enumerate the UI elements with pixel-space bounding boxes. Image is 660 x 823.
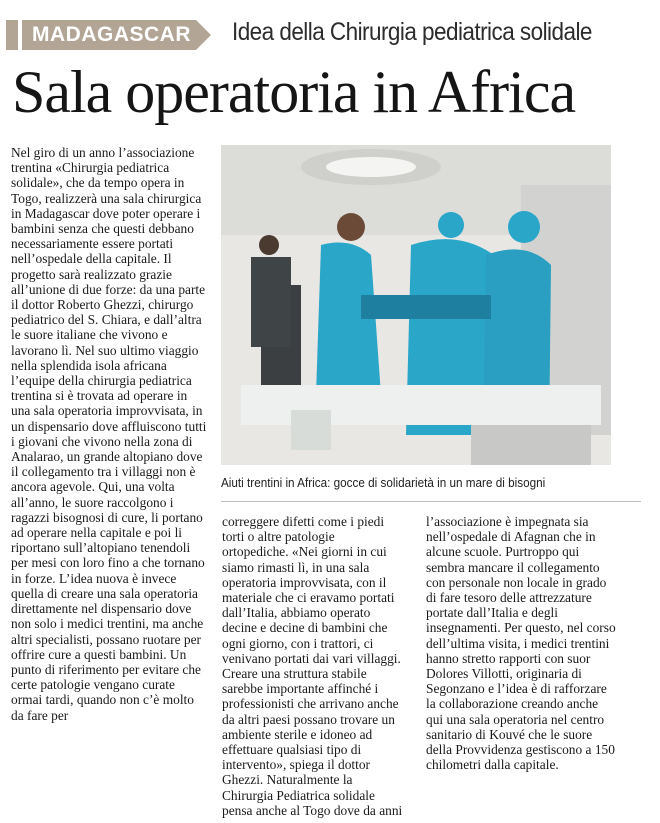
article-photo <box>221 145 611 465</box>
section-tag <box>6 20 211 50</box>
headline: Sala operatoria in Africa <box>12 59 576 125</box>
section-tag-label: MADAGASCAR <box>32 23 191 46</box>
kicker: Idea della Chirurgia pediatrica solidale <box>232 18 592 46</box>
photo-caption: Aiuti trentini in Africa: gocce di solidarietà in un mare di bisogni <box>221 476 546 490</box>
article-column-3: l’associazione è impegnata sia nell’ospedale di Afagnan che in alcune scuole. Purtroppo qui sembra mancare il collegamento con personale non locale in grado di fare tesoro delle attrezzature portate dall’Italia e degli insegnamenti. Per questo, nel corso dell’ultima visita, i medici trentini hanno stretto rapporti con suor Dolores Villotti, originaria di Segonzano e l’idea è di rafforzare la collaborazione creando anche qui una sala operatoria nel centro sanitario di Kouvé che le suore della Provvidenza gestiscono a 150 chilometri dalla capitale. <box>426 514 616 773</box>
article-column-2: correggere difetti come i piedi torti o altre patologie ortopediche. «Nei giorni in cui siamo rimasti lì, in una sala operatoria improvvisata, con il materiale che ci eravamo portati dall’Italia, abbiamo operato decine e decine di bambini che ogni giorno, con i trattori, ci venivano portati dai vari villaggi. Creare una struttura stabile sarebbe importante affinché i professionisti che arrivano anche da altri paesi possano trovare un ambiente sterile e idoneo ad effettuare qualsiasi tipo di intervento», spiega il dottor Ghezzi. Naturalmente la Chirurgia Pediatrica solidale pensa anche al Togo dove da anni <box>222 514 403 818</box>
article-column-1: Nel giro di un anno l’associazione trentina «Chirurgia pediatrica solidale», che da tempo opera in Togo, realizzerà una sala chirurgica in Madagascar dove poter operare i bambini senza che questi debbano necessariamente essere portati nell’ospedale della capitale. Il progetto sarà realizzato grazie all’unione di due forze: da una parte il dottor Roberto Ghezzi, chirurgo pediatrico del S. Chiara, e dall’altra le suore italiane che vivono e lavorano lì. Nel suo ultimo viaggio nella splendida isola africana l’equipe della chirurgia pediatrica trentina si è trovata ad operare in una sala operatoria improvvisata, in un dispensario dove affluiscono tutti i giovani che vivono nella zona di Analarao, un grande altopiano dove il collegamento tra i villaggi non è ancora agevole. Qui, una volta all’anno, le suore raccolgono i ragazzi bisognosi di cure, li portano ad operare nella capitale e poi li riportano sull’altopiano tenendoli per mesi con loro fino a che tornano in forze. L’idea nuova è invece quella di creare una sala operatoria direttamente nel dispensario dove non solo i medici trentini, ma anche altri specialisti, possano ruotare per offrire cure a questi bambini. Un punto di riferimento per evitare che certe patologie vengano curate ormai tardi, quando non c’è molto da fare per <box>11 145 207 723</box>
operating-room-photo <box>221 145 611 465</box>
caption-divider <box>221 501 641 502</box>
